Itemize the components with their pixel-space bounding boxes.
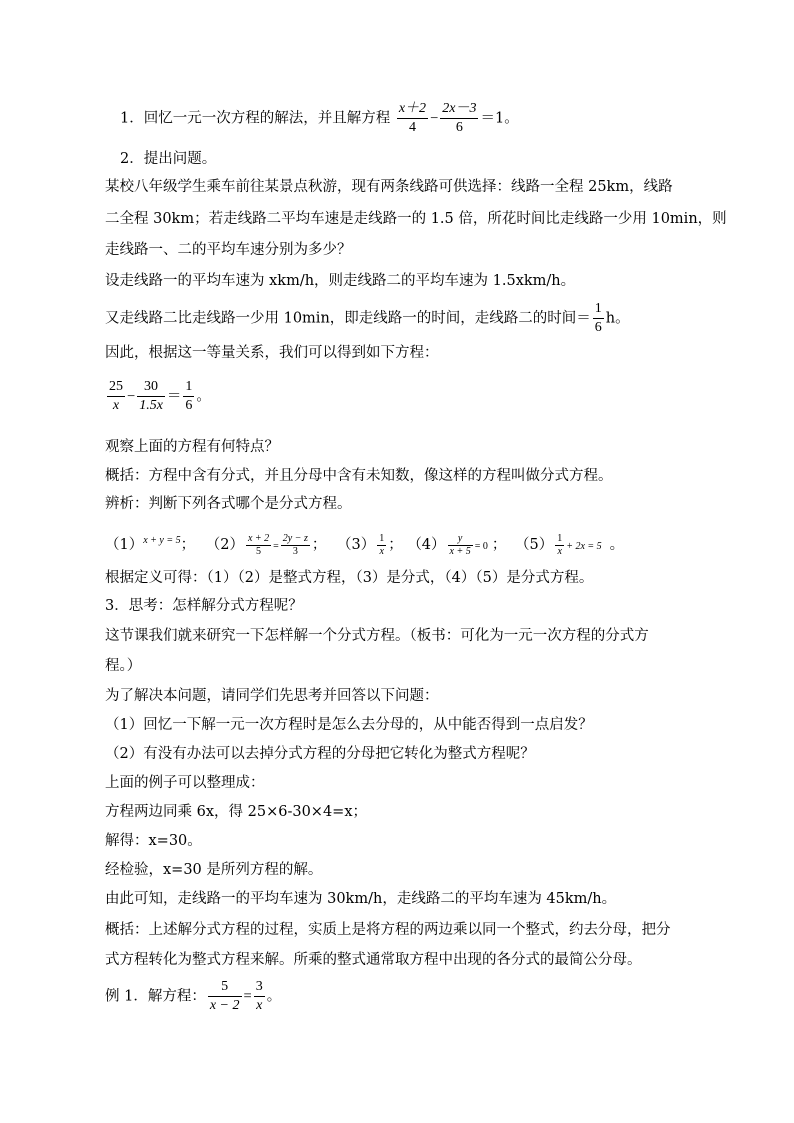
question-1: （1）回忆一下解一元一次方程时是怎么去分母的，从中能否得到一点启发？ <box>105 717 593 733</box>
fraction: $\frac{1}{6}$ <box>594 301 602 335</box>
fraction: $\frac{30}{1.5x}$ <box>139 379 163 413</box>
paragraph: 概括：方程中含有分式，并且分母中含有未知数，像这样的方程叫做分式方程。 <box>105 468 613 484</box>
paragraph: 式方程转化为整式方程来解。所乘的整式通常取方程中出现的各分式的最简公分母。 <box>105 952 642 968</box>
examples-list: $(1)^{x + y = 5}$； （2） $\frac{x + 2}{5}$ = $\frac{2y - z}{3}$ ； （3） $\frac{1}{x}$ ； （4） $\frac{y}{x + 5}$ = 0 ； （5） $\frac{1}{x}$ + 2x = 5 。 <box>105 532 625 557</box>
fraction: $\frac{1}{x}$ <box>557 532 563 557</box>
paragraph: 概括：上述解分式方程的过程，实质上是将方程的两边乘以同一个整式，约去分母，把分 <box>105 922 671 938</box>
paragraph: 为了解决本问题，请同学们先思考并回答以下问题： <box>105 688 439 704</box>
fraction: $\frac{2y - z}{3}$ <box>282 532 308 557</box>
fraction: $\frac{1}{x}$ <box>379 532 385 557</box>
paragraph: 因此，根据这一等量关系，我们可以得到如下方程： <box>105 345 439 361</box>
fraction: $\frac{3}{x}$ <box>255 979 263 1013</box>
paragraph: 辨析：判断下列各式哪个是分式方程。 <box>105 496 352 512</box>
question-2: （2）有没有办法可以去掉分式方程的分母把它转化为整式方程呢？ <box>105 746 535 762</box>
equation: $\frac{25}{x}$ − $\frac{30}{1.5x}$ ＝ $\frac{1}{6}$ 。 <box>109 379 211 413</box>
fraction: $\frac{1}{6}$ <box>185 379 193 413</box>
paragraph: 方程两边同乘 6x，得 25×6-30×4=x； <box>105 804 367 820</box>
fraction: $\frac{y}{x + 5}$ <box>449 532 471 557</box>
paragraph: 某校八年级学生乘车前往某景点秋游，现有两条线路可供选择：线路一全程 25km，线路 <box>105 179 673 195</box>
paragraph: 由此可知，走线路一的平均车速为 30km/h，走线路二的平均车速为 45km/h。 <box>105 891 617 907</box>
paragraph: 经检验，x=30 是所列方程的解。 <box>105 862 323 878</box>
fraction: $\frac{x+2}{4}$ <box>398 101 427 135</box>
problem-3-heading: 3．思考：怎样解分式方程呢？ <box>105 598 303 614</box>
fraction: $\frac{2x-3}{6}$ <box>442 101 477 135</box>
paragraph: 观察上面的方程有何特点？ <box>105 439 279 455</box>
problem-1: 1．回忆一元一次方程的解法，并且解方程 $\frac{x+2}{4}$ − $\frac{2x-3}{6}$ ＝1。 <box>120 101 519 135</box>
problem-2-heading: 2．提出问题。 <box>120 151 217 167</box>
paragraph: 根据定义可得：（1）（2）是整式方程，（3）是分式，（4）（5）是分式方程。 <box>105 570 594 586</box>
paragraph: 解得：x=30。 <box>105 833 202 849</box>
paragraph: 走线路一、二的平均车速分别为多少？ <box>105 242 352 258</box>
example-1: 例 1．解方程： $\frac{5}{x - 2}$ = $\frac{3}{x}$ 。 <box>105 979 282 1013</box>
paragraph: 上面的例子可以整理成： <box>105 775 265 791</box>
paragraph: 这节课我们就来研究一下怎样解一个分式方程。（板书：可化为一元一次方程的分式方 <box>105 628 649 644</box>
paragraph: 程。） <box>105 658 142 674</box>
paragraph: 设走线路一的平均车速为 xkm/h，则走线路二的平均车速为 1.5xkm/h。 <box>105 273 576 289</box>
fraction: $\frac{25}{x}$ <box>109 379 123 413</box>
paragraph: 又走线路二比走线路一少用 10min，即走线路一的时间，走线路二的时间＝ $\frac{1}{6}$ h。 <box>105 301 630 335</box>
fraction: $\frac{5}{x - 2}$ <box>209 979 240 1013</box>
fraction: $\frac{x + 2}{5}$ <box>247 532 270 557</box>
paragraph: 二全程 30km；若走线路二平均车速是走线路一的 1.5 倍，所花时间比走线路一少用 10min，则 <box>105 211 727 227</box>
